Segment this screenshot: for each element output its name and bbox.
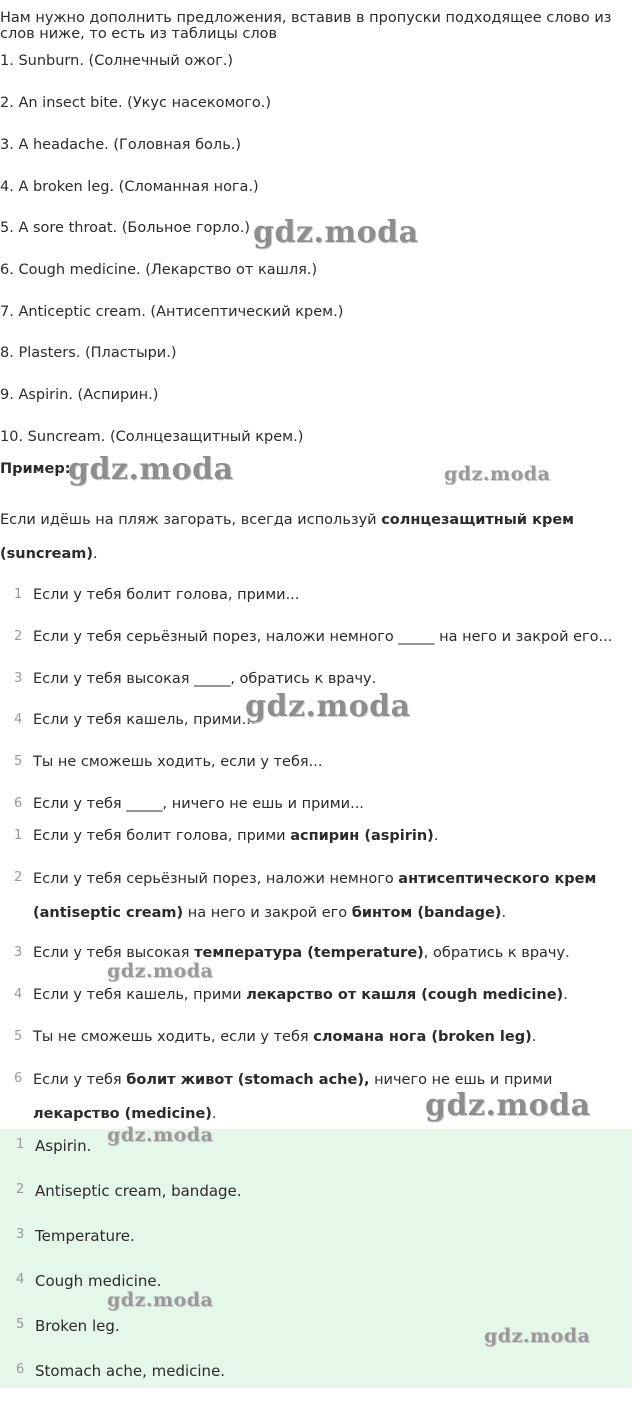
watermark: gdz.moda: [107, 960, 214, 982]
vocab-item: 1. Sunburn. (Солнечный ожог.): [0, 53, 234, 69]
item-text: Если у тебя болит голова, прими...: [33, 587, 300, 603]
item-number: 2: [16, 1182, 25, 1197]
example-sentence: Если идёшь на пляж загорать, всегда используй солнцезащитный крем (suncream).: [0, 512, 575, 562]
item-number: 2: [14, 629, 23, 644]
item-number: 5: [14, 1029, 23, 1044]
item-number: 1: [14, 828, 23, 843]
item-number: 4: [14, 712, 23, 727]
watermark: gdz.moda: [253, 215, 419, 250]
watermark: gdz.moda: [425, 1088, 591, 1123]
answer-text: Temperature.: [35, 1227, 135, 1245]
item-number: 5: [16, 1317, 25, 1332]
vocab-item: 5. A sore throat. (Больное горло.): [0, 220, 251, 236]
item-number: 6: [14, 796, 23, 811]
vocab-item: 2. An insect bite. (Укус насекомого.): [0, 95, 272, 111]
item-number: 4: [16, 1272, 25, 1287]
item-text: Если у тебя болит голова, прими аспирин (aspirin).: [33, 828, 439, 844]
item-text: Ты не сможешь ходить, если у тебя сломана нога (broken leg).: [33, 1029, 537, 1045]
vocab-item: 9. Aspirin. (Аспирин.): [0, 387, 159, 403]
item-text: Если у тебя высокая _____, обратись к врачу.: [33, 671, 377, 687]
intro-text: Нам нужно дополнить предложения, вставив в пропуски подходящее слово из: [0, 10, 612, 26]
item-number: 1: [16, 1137, 25, 1152]
item-number: 4: [14, 987, 23, 1002]
item-text: Если у тебя кашель, прими лекарство от кашля (cough medicine).: [33, 987, 568, 1003]
answer-text: Antiseptic cream, bandage.: [35, 1182, 242, 1200]
vocab-item: 7. Anticeptic cream. (Антисептический крем.): [0, 304, 344, 320]
item-number: 6: [16, 1362, 25, 1377]
item-number: 3: [16, 1227, 25, 1242]
watermark: gdz.moda: [68, 452, 234, 487]
vocab-item: 10. Suncream. (Солнцезащитный крем.): [0, 429, 304, 445]
item-text: Если у тебя серьёзный порез, наложи немного _____ на него и закрой его...: [33, 629, 613, 645]
watermark: gdz.moda: [484, 1325, 591, 1347]
item-text: Ты не сможешь ходить, если у тебя...: [33, 754, 323, 770]
watermark: gdz.moda: [107, 1289, 214, 1311]
item-number: 3: [14, 671, 23, 686]
item-number: 5: [14, 754, 23, 769]
vocab-item: 4. A broken leg. (Сломанная нога.): [0, 179, 259, 195]
item-number: 6: [14, 1071, 23, 1086]
item-text: Если у тебя кашель, прими...: [33, 712, 256, 728]
answer-text: Aspirin.: [35, 1137, 92, 1155]
item-text: Если у тебя высокая температура (temperature), обратись к врачу.: [33, 945, 570, 961]
answer-text: Broken leg.: [35, 1317, 120, 1335]
item-number: 1: [14, 587, 23, 602]
watermark: gdz.moda: [107, 1124, 214, 1146]
answers-panel: [0, 1129, 632, 1388]
watermark: gdz.moda: [245, 689, 411, 724]
vocab-item: 6. Cough medicine. (Лекарство от кашля.): [0, 262, 318, 278]
cut-off-line: слов ниже, то есть из таблицы слов: [0, 26, 278, 42]
item-text: Если у тебя серьёзный порез, наложи немного антисептического крем (antiseptic cream) на него и закрой его бинтом (bandage).: [33, 871, 597, 921]
vocab-item: 3. A headache. (Головная боль.): [0, 137, 242, 153]
example-label: Пример:: [0, 461, 71, 477]
item-number: 2: [14, 870, 23, 885]
vocab-item: 8. Plasters. (Пластыри.): [0, 345, 177, 361]
watermark: gdz.moda: [444, 463, 551, 485]
item-text: Если у тебя болит живот (stomach ache), ничего не ешь и прими лекарство (medicine).: [33, 1072, 553, 1122]
item-number: 3: [14, 945, 23, 960]
answer-text: Cough medicine.: [35, 1272, 162, 1290]
item-text: Если у тебя _____, ничего не ешь и прими...: [33, 796, 364, 812]
answer-text: Stomach ache, medicine.: [35, 1362, 226, 1380]
